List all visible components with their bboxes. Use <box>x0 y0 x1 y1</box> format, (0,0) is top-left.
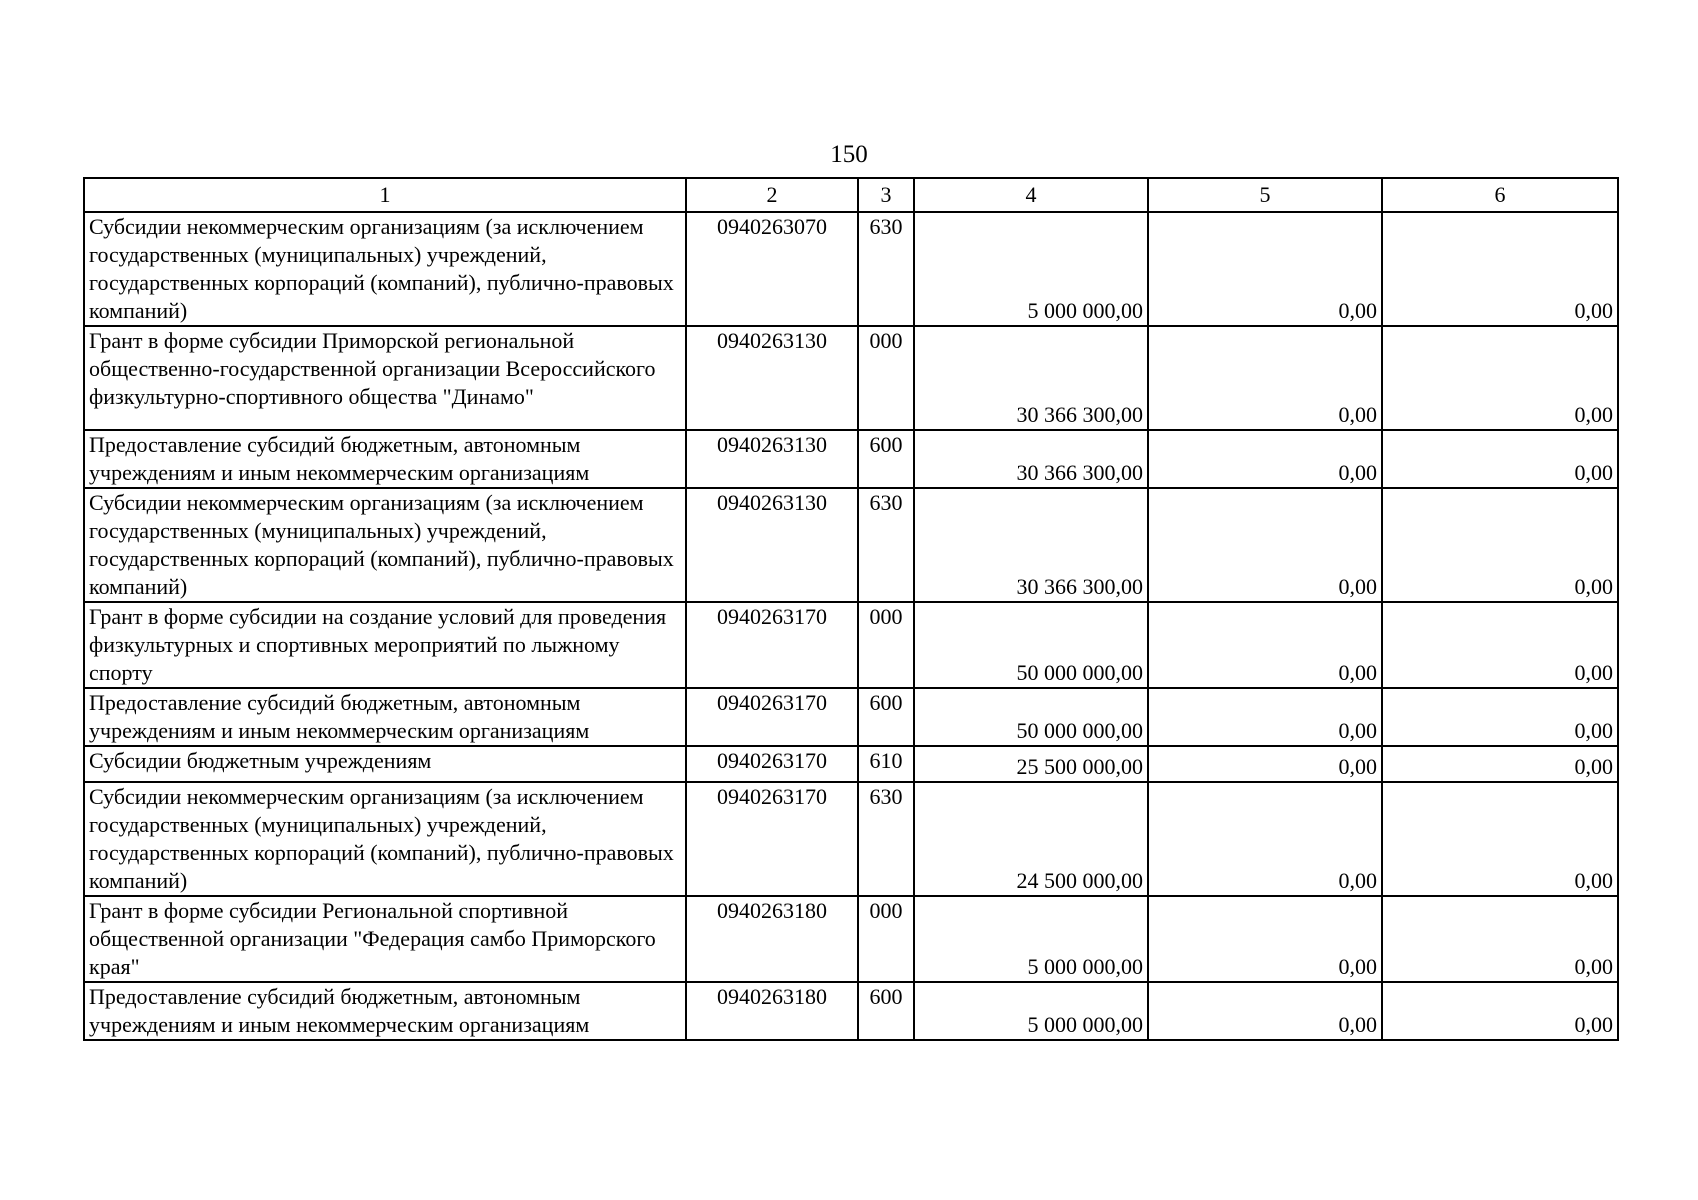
table-row <box>84 488 1618 602</box>
row-value-5: 0,00 <box>1148 212 1382 326</box>
table-row <box>84 746 1618 782</box>
row-expense-type: 630 <box>858 212 914 326</box>
header-col-3: 3 <box>858 178 914 212</box>
row-expense-type: 630 <box>858 488 914 602</box>
row-value-5: 0,00 <box>1148 488 1382 602</box>
budget-table <box>83 177 1619 1041</box>
row-expense-type: 600 <box>858 982 914 1040</box>
row-expense-type: 000 <box>858 602 914 688</box>
row-value-6: 0,00 <box>1382 982 1618 1040</box>
row-value-4: 50 000 000,00 <box>914 602 1148 688</box>
row-target-code: 0940263170 <box>686 746 858 782</box>
header-col-4: 4 <box>914 178 1148 212</box>
table-row <box>84 326 1618 430</box>
table-row <box>84 430 1618 488</box>
row-value-6: 0,00 <box>1382 782 1618 896</box>
header-col-6: 6 <box>1382 178 1618 212</box>
row-value-5: 0,00 <box>1148 746 1382 782</box>
row-value-4: 5 000 000,00 <box>914 982 1148 1040</box>
row-target-code: 0940263180 <box>686 982 858 1040</box>
row-expense-type: 600 <box>858 430 914 488</box>
row-name: Субсидии некоммерческим организациям (за исключением государственных (муниципальных) учреждений, государственных корпораций (компаний), публично-правовых компаний) <box>84 782 686 896</box>
table-row <box>84 782 1618 896</box>
row-value-5: 0,00 <box>1148 326 1382 430</box>
row-name: Субсидии некоммерческим организациям (за исключением государственных (муниципальных) учреждений, государственных корпораций (компаний), публично-правовых компаний) <box>84 488 686 602</box>
row-target-code: 0940263180 <box>686 896 858 982</box>
row-name: Предоставление субсидий бюджетным, автономным учреждениям и иным некоммерческим организациям <box>84 982 686 1040</box>
row-value-6: 0,00 <box>1382 326 1618 430</box>
row-expense-type: 000 <box>858 326 914 430</box>
row-target-code: 0940263170 <box>686 688 858 746</box>
table-row <box>84 982 1618 1040</box>
row-value-5: 0,00 <box>1148 896 1382 982</box>
row-target-code: 0940263170 <box>686 602 858 688</box>
row-expense-type: 630 <box>858 782 914 896</box>
row-value-6: 0,00 <box>1382 602 1618 688</box>
row-name: Предоставление субсидий бюджетным, автономным учреждениям и иным некоммерческим организациям <box>84 430 686 488</box>
row-value-4: 30 366 300,00 <box>914 488 1148 602</box>
row-target-code: 0940263070 <box>686 212 858 326</box>
row-value-6: 0,00 <box>1382 746 1618 782</box>
row-value-5: 0,00 <box>1148 602 1382 688</box>
table-row <box>84 602 1618 688</box>
table-row <box>84 212 1618 326</box>
row-value-5: 0,00 <box>1148 982 1382 1040</box>
row-value-4: 24 500 000,00 <box>914 782 1148 896</box>
row-value-4: 5 000 000,00 <box>914 212 1148 326</box>
header-col-5: 5 <box>1148 178 1382 212</box>
row-value-4: 50 000 000,00 <box>914 688 1148 746</box>
row-value-6: 0,00 <box>1382 430 1618 488</box>
table-row <box>84 688 1618 746</box>
header-col-2: 2 <box>686 178 858 212</box>
row-target-code: 0940263130 <box>686 326 858 430</box>
row-name: Предоставление субсидий бюджетным, автономным учреждениям и иным некоммерческим организациям <box>84 688 686 746</box>
row-target-code: 0940263130 <box>686 430 858 488</box>
row-value-4: 25 500 000,00 <box>914 746 1148 782</box>
row-value-4: 30 366 300,00 <box>914 326 1148 430</box>
row-value-4: 5 000 000,00 <box>914 896 1148 982</box>
row-value-6: 0,00 <box>1382 488 1618 602</box>
row-value-4: 30 366 300,00 <box>914 430 1148 488</box>
row-expense-type: 000 <box>858 896 914 982</box>
row-value-6: 0,00 <box>1382 896 1618 982</box>
row-target-code: 0940263170 <box>686 782 858 896</box>
row-expense-type: 610 <box>858 746 914 782</box>
row-value-6: 0,00 <box>1382 688 1618 746</box>
row-value-5: 0,00 <box>1148 688 1382 746</box>
row-name: Грант в форме субсидии на создание условий для проведения физкультурных и спортивных мероприятий по лыжному спорту <box>84 602 686 688</box>
row-name: Грант в форме субсидии Приморской региональной общественно-государственной организации Всероссийского физкультурно-спортивного общества "Динамо" <box>84 326 686 430</box>
header-row <box>84 178 1618 212</box>
row-name: Субсидии бюджетным учреждениям <box>84 746 686 782</box>
table-row <box>84 896 1618 982</box>
page-number: 150 <box>830 141 868 168</box>
row-target-code: 0940263130 <box>686 488 858 602</box>
row-value-5: 0,00 <box>1148 430 1382 488</box>
row-expense-type: 600 <box>858 688 914 746</box>
header-col-1: 1 <box>84 178 686 212</box>
row-name: Грант в форме субсидии Региональной спортивной общественной организации "Федерация самбо Приморского края" <box>84 896 686 982</box>
row-value-6: 0,00 <box>1382 212 1618 326</box>
row-name: Субсидии некоммерческим организациям (за исключением государственных (муниципальных) учреждений, государственных корпораций (компаний), публично-правовых компаний) <box>84 212 686 326</box>
row-value-5: 0,00 <box>1148 782 1382 896</box>
